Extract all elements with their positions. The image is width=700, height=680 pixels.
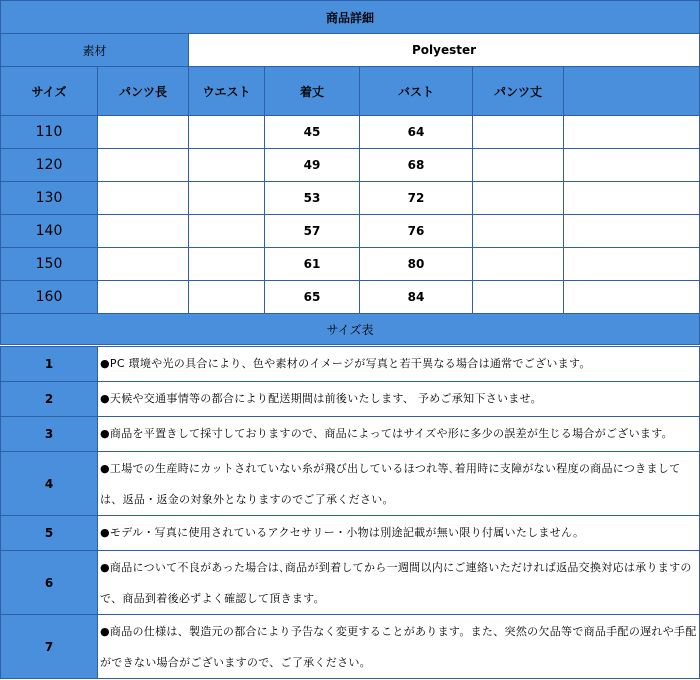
note-text: ●商品の仕様は、製造元の都合により予告なく変更することがあります。また、突然の欠品等で商品手配の遅れや手配ができない場合がございますので、ご了承ください。 (98, 615, 700, 679)
waist-cell (189, 149, 265, 182)
note-number: 5 (1, 516, 98, 551)
pants-length-cell (98, 215, 189, 248)
column-header-waist: ウエスト (189, 67, 265, 116)
table-row (1, 215, 700, 248)
column-header-size: サイズ (1, 67, 98, 116)
blank-cell (564, 182, 700, 215)
waist-cell (189, 182, 265, 215)
waist-cell (189, 281, 265, 314)
column-header-pants-length: パンツ長 (98, 67, 189, 116)
note-row (1, 417, 700, 452)
section-title: サイズ表 (1, 314, 700, 345)
body-length-cell: 57 (265, 215, 360, 248)
body-length-cell: 65 (265, 281, 360, 314)
pants-length-2-cell (473, 215, 564, 248)
note-text: ●商品を平置きして採寸しておりますので、商品によってはサイズや形に多少の誤差が生じる場合がございます。 (98, 417, 700, 452)
size-cell: 160 (1, 281, 98, 314)
column-header-blank (564, 67, 700, 116)
body-length-cell: 61 (265, 248, 360, 281)
table-row (1, 281, 700, 314)
note-text: ●工場での生産時にカットされていない糸が飛び出しているほつれ等､着用時に支障がない程度の商品につきましては、返品・返金の対象外となりますのでご了承ください。 (98, 452, 700, 516)
pants-length-2-cell (473, 149, 564, 182)
table-row (1, 182, 700, 215)
note-number: 2 (1, 382, 98, 417)
material-label: 素材 (1, 34, 189, 67)
size-cell: 130 (1, 182, 98, 215)
pants-length-2-cell (473, 182, 564, 215)
pants-length-2-cell (473, 281, 564, 314)
note-text: ●天候や交通事情等の都合により配送期間は前後いたします、 予めご承知下さいませ。 (98, 382, 700, 417)
pants-length-cell (98, 149, 189, 182)
pants-length-cell (98, 281, 189, 314)
material-value: Polyester (189, 34, 700, 67)
column-header-body-length: 着丈 (265, 67, 360, 116)
size-cell: 150 (1, 248, 98, 281)
bust-cell: 68 (360, 149, 473, 182)
waist-cell (189, 215, 265, 248)
note-row (1, 516, 700, 551)
size-cell: 120 (1, 149, 98, 182)
note-row (1, 452, 700, 516)
note-number: 3 (1, 417, 98, 452)
column-header-pants-length-2: パンツ丈 (473, 67, 564, 116)
blank-cell (564, 248, 700, 281)
page-title: 商品詳細 (1, 1, 700, 34)
pants-length-cell (98, 248, 189, 281)
note-row (1, 551, 700, 615)
bust-cell: 72 (360, 182, 473, 215)
column-header-bust: バスト (360, 67, 473, 116)
pants-length-2-cell (473, 248, 564, 281)
blank-cell (564, 149, 700, 182)
note-text: ●商品について不良があった場合は､商品が到着してから一週間以内にご連絡いただければ返品交換対応は承りますので、商品到着後必ずよく確認して頂きます。 (98, 551, 700, 615)
note-number: 4 (1, 452, 98, 516)
note-text: ●PC 環境や光の具合により、色や素材のイメージが写真と若干異なる場合は通常でございます。 (98, 347, 700, 382)
waist-cell (189, 116, 265, 149)
table-row (1, 149, 700, 182)
blank-cell (564, 281, 700, 314)
bust-cell: 84 (360, 281, 473, 314)
notes-table (0, 346, 700, 679)
body-length-cell: 49 (265, 149, 360, 182)
size-table-header (1, 67, 700, 116)
note-text: ●モデル・写真に使用されているアクセサリー・小物は別途記載が無い限り付属いたしません。 (98, 516, 700, 551)
pants-length-2-cell (473, 116, 564, 149)
note-row (1, 382, 700, 417)
note-row (1, 615, 700, 679)
pants-length-cell (98, 116, 189, 149)
body-length-cell: 53 (265, 182, 360, 215)
note-row (1, 347, 700, 382)
table-row (1, 116, 700, 149)
body-length-cell: 45 (265, 116, 360, 149)
size-cell: 110 (1, 116, 98, 149)
bust-cell: 76 (360, 215, 473, 248)
size-cell: 140 (1, 215, 98, 248)
note-number: 1 (1, 347, 98, 382)
table-row (1, 248, 700, 281)
note-number: 6 (1, 551, 98, 615)
bust-cell: 64 (360, 116, 473, 149)
note-number: 7 (1, 615, 98, 679)
bust-cell: 80 (360, 248, 473, 281)
waist-cell (189, 248, 265, 281)
blank-cell (564, 116, 700, 149)
blank-cell (564, 215, 700, 248)
pants-length-cell (98, 182, 189, 215)
